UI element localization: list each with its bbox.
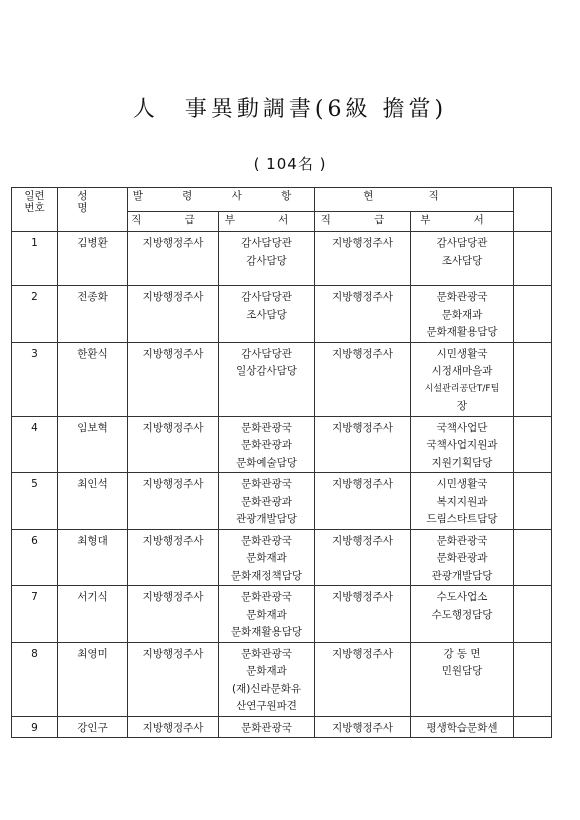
issue-dept-line: 감사담당관 — [241, 237, 292, 249]
issue-dept-cell — [219, 586, 315, 643]
serial-number-cell: 4 — [12, 416, 58, 473]
issue-dept-cell — [219, 642, 315, 716]
serial-number-cell: 1 — [12, 232, 58, 286]
issue-dept-cell — [219, 529, 315, 586]
name-cell: 강인구 — [58, 716, 128, 738]
header-serial-line2: 번호 — [24, 202, 45, 214]
serial-number-cell: 5 — [12, 473, 58, 530]
current-dept-line: 복지지원과 — [436, 495, 488, 508]
issue-dept-cell — [219, 342, 315, 416]
name-cell: 임보혁 — [58, 416, 128, 473]
current-dept-cell — [411, 642, 514, 716]
serial-number-cell: 2 — [12, 286, 58, 343]
current-rank-cell: 지방행정주사 — [315, 342, 411, 416]
serial-number-cell: 6 — [12, 529, 58, 586]
current-dept-cell — [411, 342, 514, 416]
issue-dept-line: 산연구원파견 — [236, 700, 297, 712]
current-dept-cell — [411, 416, 514, 473]
extra-cell — [514, 642, 552, 716]
issue-dept-line: 문화관광국 — [241, 591, 292, 603]
issue-dept-line: 조사담당 — [246, 308, 287, 321]
table-row — [12, 529, 552, 586]
current-rank-cell: 지방행정주사 — [315, 716, 411, 738]
issue-rank-cell: 지방행정주사 — [128, 642, 219, 716]
current-rank-cell: 지방행정주사 — [315, 529, 411, 586]
personnel-table — [11, 187, 552, 738]
issue-dept-line: 관광개발담당 — [236, 513, 297, 525]
current-dept-cell — [411, 232, 514, 286]
extra-cell — [514, 586, 552, 643]
current-dept-line: 문화관광국 — [436, 534, 488, 547]
header-issue-rank: 직 급 — [128, 212, 219, 232]
table-row — [12, 716, 552, 738]
current-dept-line: 수도사업소 — [436, 591, 488, 603]
issue-dept-line: 문화관광과 — [241, 439, 292, 451]
name-cell: 최형대 — [58, 529, 128, 586]
header-current-dept: 부 서 — [411, 212, 514, 232]
current-dept-line: 문화관광국 — [436, 291, 488, 303]
extra-cell — [514, 416, 552, 473]
issue-rank-cell: 지방행정주사 — [128, 529, 219, 586]
extra-cell — [514, 529, 552, 586]
issue-dept-line: 문화관광국 — [241, 478, 292, 490]
issue-dept-line: 문화관광국 — [241, 534, 292, 547]
issue-dept-line: 문화관광국 — [241, 421, 292, 434]
table-row — [12, 232, 552, 286]
extra-cell — [514, 716, 552, 738]
table-row — [12, 286, 552, 343]
issue-dept-line: 문화재과 — [246, 608, 287, 621]
serial-number-cell: 7 — [12, 586, 58, 643]
header-issue-dept: 부 서 — [219, 212, 315, 232]
issue-dept-line: 문화재과 — [246, 665, 287, 677]
table-row — [12, 642, 552, 716]
name-cell: 한환식 — [58, 342, 128, 416]
current-dept-line: 지원기획담당 — [431, 456, 493, 469]
current-dept-cell — [411, 286, 514, 343]
issue-rank-cell: 지방행정주사 — [128, 716, 219, 738]
header-serial-number — [12, 188, 58, 232]
issue-dept-cell — [219, 286, 315, 343]
issue-dept-cell — [219, 416, 315, 473]
current-rank-cell: 지방행정주사 — [315, 586, 411, 643]
table-row — [12, 416, 552, 473]
current-dept-line: 수도행정담당 — [431, 608, 493, 621]
name-cell: 전종화 — [58, 286, 128, 343]
current-rank-cell: 지방행정주사 — [315, 642, 411, 716]
issue-dept-line: 감사담당관 — [241, 291, 292, 303]
issue-dept-line: 문화관광과 — [241, 495, 292, 508]
name-cell: 서기식 — [58, 586, 128, 643]
current-dept-line: 시정새마을과 — [431, 365, 493, 377]
current-rank-cell: 지방행정주사 — [315, 473, 411, 530]
issue-rank-cell: 지방행정주사 — [128, 232, 219, 286]
issue-dept-line: 감사담당관 — [241, 347, 292, 360]
current-rank-cell: 지방행정주사 — [315, 232, 411, 286]
serial-number-cell: 8 — [12, 642, 58, 716]
current-dept-line: 감사담당관 — [436, 237, 488, 249]
extra-cell — [514, 232, 552, 286]
headcount-subtitle: ( 104名 ) — [253, 155, 327, 173]
header-name: 성 명 — [58, 188, 128, 232]
serial-number-cell: 3 — [12, 342, 58, 416]
issue-dept-line: 문화재정책담당 — [230, 569, 302, 582]
table-row — [12, 586, 552, 643]
issue-dept-line: 문화관광국 — [241, 647, 292, 660]
current-dept-line: 시민생활국 — [436, 347, 488, 360]
issue-rank-cell: 지방행정주사 — [128, 473, 219, 530]
current-dept-line: 드림스타트담당 — [426, 513, 498, 525]
issue-rank-cell: 지방행정주사 — [128, 286, 219, 343]
current-dept-line: 강 동 면 — [443, 647, 481, 660]
current-dept-line: 시설관리공단T/F팀 — [424, 383, 500, 394]
issue-dept-line: 일상감사담당 — [236, 365, 297, 377]
current-dept-line: 문화재과 — [441, 308, 483, 321]
issue-dept-cell — [219, 232, 315, 286]
name-cell: 최인석 — [58, 473, 128, 530]
header-issued-orders: 발 령 사 항 — [128, 188, 315, 212]
current-dept-line: 문화재활용담당 — [426, 326, 498, 338]
extra-cell — [514, 286, 552, 343]
current-dept-line: 시민생활국 — [436, 478, 488, 490]
current-dept-line: 국책사업지원과 — [426, 439, 498, 451]
document-title: 人 事異動調書(6級 擔當) — [132, 97, 448, 122]
issue-rank-cell: 지방행정주사 — [128, 342, 219, 416]
header-extra-column — [514, 188, 552, 232]
issue-dept-line: 감사담당 — [246, 254, 287, 267]
extra-cell — [514, 473, 552, 530]
current-rank-cell: 지방행정주사 — [315, 416, 411, 473]
issue-dept-line: (재)신라문화유 — [231, 682, 302, 695]
current-dept-line: 문화관광과 — [436, 552, 488, 564]
current-dept-line: 민원담당 — [441, 665, 483, 677]
header-current-rank: 직 급 — [315, 212, 411, 232]
current-dept-line: 조사담당 — [441, 254, 483, 267]
table-row — [12, 473, 552, 530]
current-dept-cell — [411, 473, 514, 530]
current-rank-cell: 지방행정주사 — [315, 286, 411, 343]
issue-dept-line: 문화예술담당 — [236, 456, 297, 469]
issue-rank-cell: 지방행정주사 — [128, 586, 219, 643]
issue-dept-line: 문화관광국 — [241, 721, 292, 734]
header-current-position: 현 직 — [315, 188, 514, 212]
current-dept-cell — [411, 586, 514, 643]
issue-dept-cell — [219, 716, 315, 738]
serial-number-cell: 9 — [12, 716, 58, 738]
name-cell: 최영미 — [58, 642, 128, 716]
name-cell: 김병환 — [58, 232, 128, 286]
issue-rank-cell: 지방행정주사 — [128, 416, 219, 473]
header-serial-line1: 일련 — [24, 190, 45, 202]
current-dept-cell — [411, 529, 514, 586]
table-row — [12, 342, 552, 416]
current-dept-line: 평생학습문화센 — [426, 721, 498, 734]
current-dept-line: 관광개발담당 — [431, 569, 493, 582]
current-dept-line: 장 — [456, 400, 468, 412]
issue-dept-cell — [219, 473, 315, 530]
issue-dept-line: 문화재활용담당 — [230, 626, 302, 638]
issue-dept-line: 문화재과 — [246, 552, 287, 564]
current-dept-cell — [411, 716, 514, 738]
current-dept-line: 국책사업단 — [436, 421, 488, 434]
extra-cell — [514, 342, 552, 416]
